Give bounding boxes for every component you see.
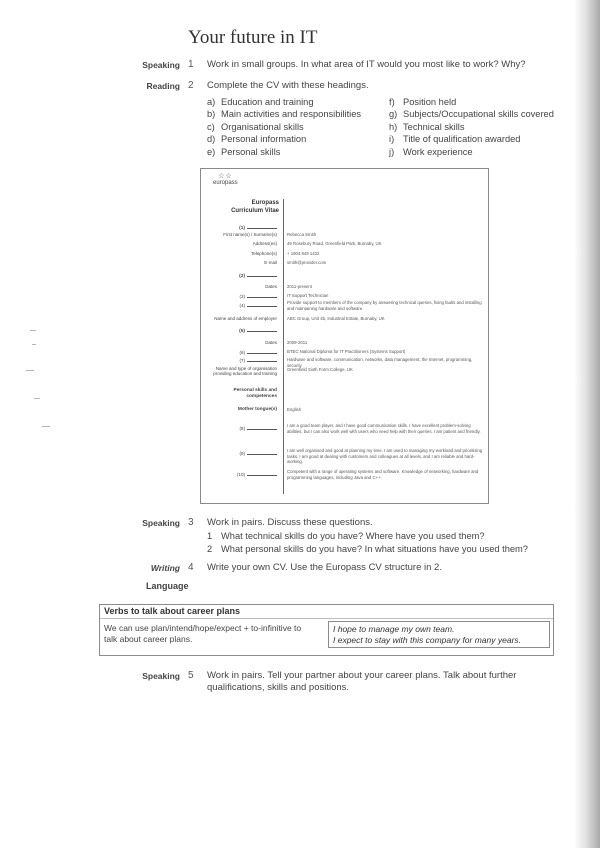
- cv-address-value: 49 Rosebury Road, Greenfield Park, Burnaby, UK: [287, 241, 382, 246]
- exercise-number-2: 2: [188, 80, 194, 91]
- speaking-label-3: Speaking: [142, 518, 180, 528]
- cv-mother-tongue-value: English: [287, 407, 302, 412]
- exercise-number-4: 4: [188, 562, 194, 573]
- cv-email-value: smith@provider.com: [287, 260, 327, 265]
- cv-dates-value-2: 2009-2011: [287, 340, 308, 345]
- cv-value-6: BTEC National Diploma for IT Practitioners (Systems Support): [287, 349, 406, 354]
- cv-value-8: I am a good team player, and I have good communication skills. I have excellent problem-solving abilities, but I can also work well with users who need help with their queries. I am patient and friendly.: [287, 423, 481, 434]
- cv-blank-8: (8): [240, 425, 278, 431]
- cv-value-10: Competent with a range of operating systems and software. Knowledge of networking, hardware and programming languages, including Java and C++.: [287, 469, 479, 480]
- cv-blank-3: (3): [240, 293, 278, 299]
- page-title: Your future in IT: [188, 27, 318, 48]
- cv-address-label: Address(es): [252, 241, 277, 246]
- cv-personal-skills-label: Personal skills and competences: [233, 388, 277, 399]
- reading-label: Reading: [146, 81, 180, 91]
- exercise-5-instruction: Work in pairs. Tell your partner about your career plans. Talk about further qualifications, skills and positions.: [207, 670, 517, 693]
- heading-options-right: [389, 96, 554, 158]
- cv-value-7: Hardware and software, communication, networks, data management, the Internet, programming, security: [287, 357, 473, 368]
- cv-surname-value: Rebecca Smith: [287, 232, 317, 237]
- cv-dates-value-1: 2011-present: [287, 284, 313, 289]
- cv-value-3: IT Support Technician: [287, 293, 329, 298]
- writing-label: Writing: [150, 563, 180, 573]
- cv-blank-6: (6): [240, 349, 278, 355]
- cv-employer-label: Name and address of employer: [214, 316, 277, 321]
- cv-blank-7: (7): [240, 357, 278, 363]
- cv-email-label: E-mail: [264, 260, 277, 265]
- page-edge-shadow: [574, 0, 600, 848]
- cv-value-4: Provide support to members of the company by answering technical queries, fixing faults and installing and maintaining hardware and software.: [287, 300, 482, 311]
- exercise-number-5: 5: [188, 670, 194, 681]
- cv-telephone-label: Telephone(s): [250, 251, 277, 256]
- language-heading: Language: [146, 581, 189, 591]
- language-box-title: Verbs to talk about career plans: [100, 605, 553, 619]
- exercise-2-instruction: Complete the CV with these headings.: [207, 80, 369, 91]
- heading-options-left: [207, 96, 361, 158]
- cv-telephone-value: + 1904 849 1432: [287, 251, 320, 256]
- cv-blank-10: (10): [237, 471, 277, 477]
- heading-option-j: j) Work experience: [389, 146, 473, 157]
- cv-value-9: I am well organised and good at planning my time. I am used to managing my workload and prioritising tasks. I am good at dealing with customers and colleagues at all levels, and I am reliable and hard-working.: [287, 448, 483, 465]
- europass-logo: ☆☆ europass: [213, 173, 238, 186]
- heading-option-i: i) Title of qualification awarded: [389, 134, 521, 145]
- cv-document-title: Europass Curriculum Vitae: [231, 200, 279, 214]
- heading-option-e: e) Personal skills: [207, 146, 281, 157]
- heading-option-a: a) Education and training: [207, 97, 314, 107]
- language-rule: We can use plan/intend/hope/expect + to-infinitive to talk about career plans.: [104, 623, 302, 644]
- cv-blank-5: (5): [239, 327, 277, 334]
- heading-option-f: f) Position held: [389, 97, 457, 107]
- cv-dates-label-1: Dates: [265, 284, 277, 289]
- heading-option-c: c) Organisational skills: [207, 121, 304, 132]
- cv-blank-1: (1): [239, 224, 277, 231]
- cv-employer-value: ABC Group, Unit 4b, Industrial Estate, Burnaby, UK: [287, 316, 385, 321]
- heading-option-b: b) Main activities and responsibilities: [207, 109, 362, 120]
- speaking-label-1: Speaking: [142, 60, 180, 70]
- heading-option-d: d) Personal information: [207, 134, 307, 145]
- europass-cv: [200, 168, 489, 504]
- cv-blank-9: (9): [240, 450, 278, 456]
- question-1: 1 What technical skills do you have? Where have you used them?: [207, 531, 485, 541]
- language-box: [99, 604, 554, 656]
- cv-organisation-label: Name and type of organisation providing education and training: [213, 366, 277, 377]
- language-examples: I hope to manage my own team. I expect to stay with this company for many years.: [328, 621, 550, 648]
- cv-mother-tongue-label: Mother tongue(s): [237, 407, 277, 412]
- exercise-3-instruction: Work in pairs. Discuss these questions.: [207, 517, 373, 528]
- heading-option-g: g) Subjects/Occupational skills covered: [389, 109, 554, 120]
- speaking-label-5: Speaking: [142, 671, 180, 681]
- exercise-number-3: 3: [188, 517, 194, 528]
- heading-option-h: h) Technical skills: [389, 121, 465, 132]
- cv-organisation-value: Greenfield Sixth Form College, UK: [287, 367, 353, 372]
- cv-divider: [283, 199, 284, 494]
- question-2: 2 What personal skills do you have? In what situations have you used them?: [207, 544, 528, 554]
- exercise-1-instruction: Work in small groups. In what area of IT would you most like to work? Why?: [207, 59, 526, 70]
- cv-dates-label-2: Dates: [265, 340, 277, 345]
- exercise-4-instruction: Write your own CV. Use the Europass CV structure in 2.: [207, 562, 442, 573]
- cv-surname-label: First name(s) / Surname(s): [223, 232, 277, 237]
- margin-marks: [22, 330, 52, 440]
- exercise-number-1: 1: [188, 59, 194, 70]
- cv-blank-4: (4): [240, 302, 278, 308]
- cv-blank-2: (2): [239, 272, 277, 279]
